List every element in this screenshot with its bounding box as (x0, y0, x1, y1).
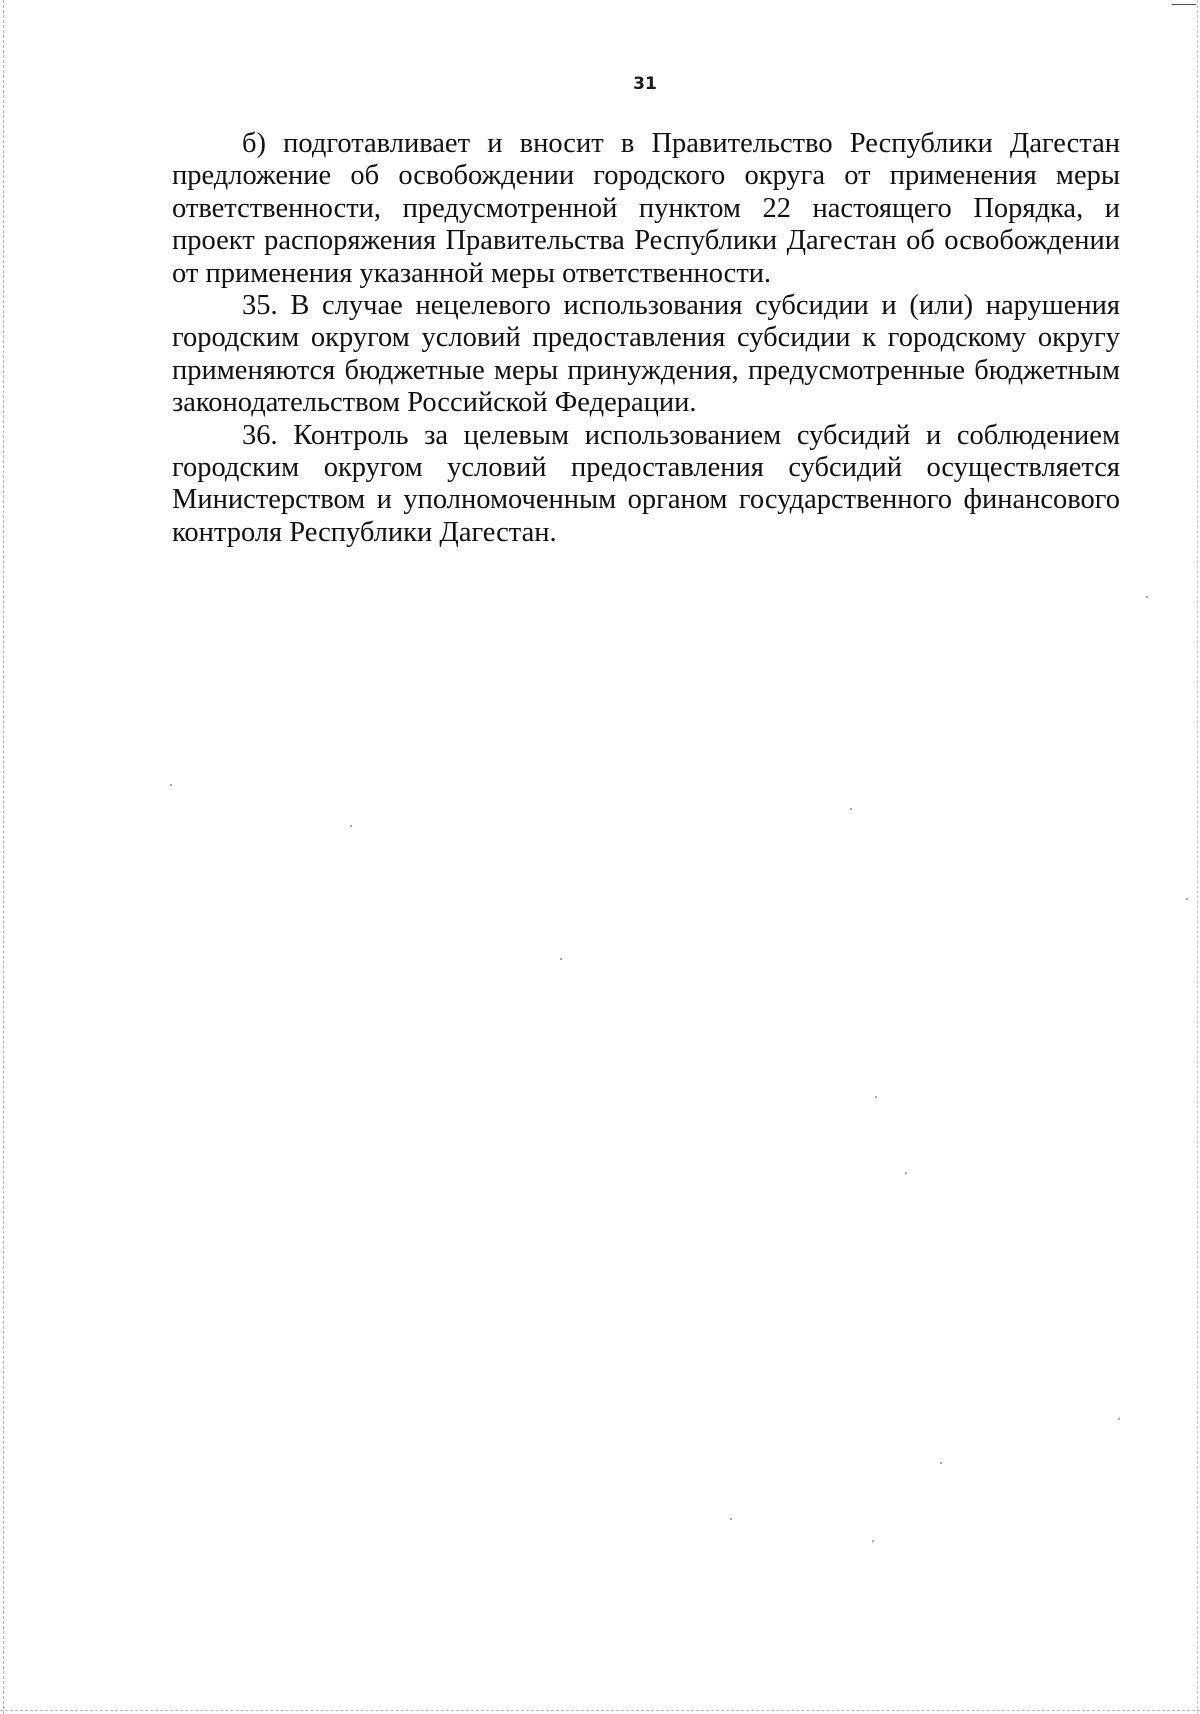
scan-speck (560, 958, 562, 960)
paragraph-b: б) подготавливает и вносит в Правительство Республики Дагестан предложение об освобождении городского округа от применения меры ответственности, предусмотренной пунктом 22 настоящего Порядка, и проект распоряжения Правительства Республики Дагестан об освобождении от применения указанной меры ответственности. (172, 128, 1120, 289)
paragraph-35: 35. В случае нецелевого использования субсидии и (или) нарушения городским округом условий предоставления субсидии к городскому округу применяются бюджетные меры принуждения, предусмотренные бюджетным законодательством Российской Федерации. (172, 290, 1120, 419)
scan-speck (350, 825, 352, 827)
scan-speck (940, 1462, 942, 1464)
page-number: 31 (633, 74, 657, 94)
scan-edge-right (1197, 0, 1198, 1714)
scan-speck (1186, 898, 1188, 900)
document-body (172, 128, 1120, 549)
scan-speck (730, 1518, 732, 1520)
scan-speck (170, 784, 172, 786)
scan-edge-bottom (0, 1710, 1200, 1711)
scan-speck (1118, 1418, 1120, 1420)
scan-corner-mark (1172, 4, 1196, 5)
paragraph-36: 36. Контроль за целевым использованием субсидий и соблюдением городским округом условий предоставления субсидий осуществляется Министерством и уполномоченным органом государственного финансового контроля Республики Дагестан. (172, 419, 1120, 548)
scan-speck (850, 808, 852, 810)
scan-edge-left (3, 0, 4, 1714)
scan-speck (875, 1096, 877, 1098)
scan-speck (905, 1172, 907, 1174)
scan-speck (872, 1540, 874, 1542)
scan-speck (1146, 596, 1148, 598)
